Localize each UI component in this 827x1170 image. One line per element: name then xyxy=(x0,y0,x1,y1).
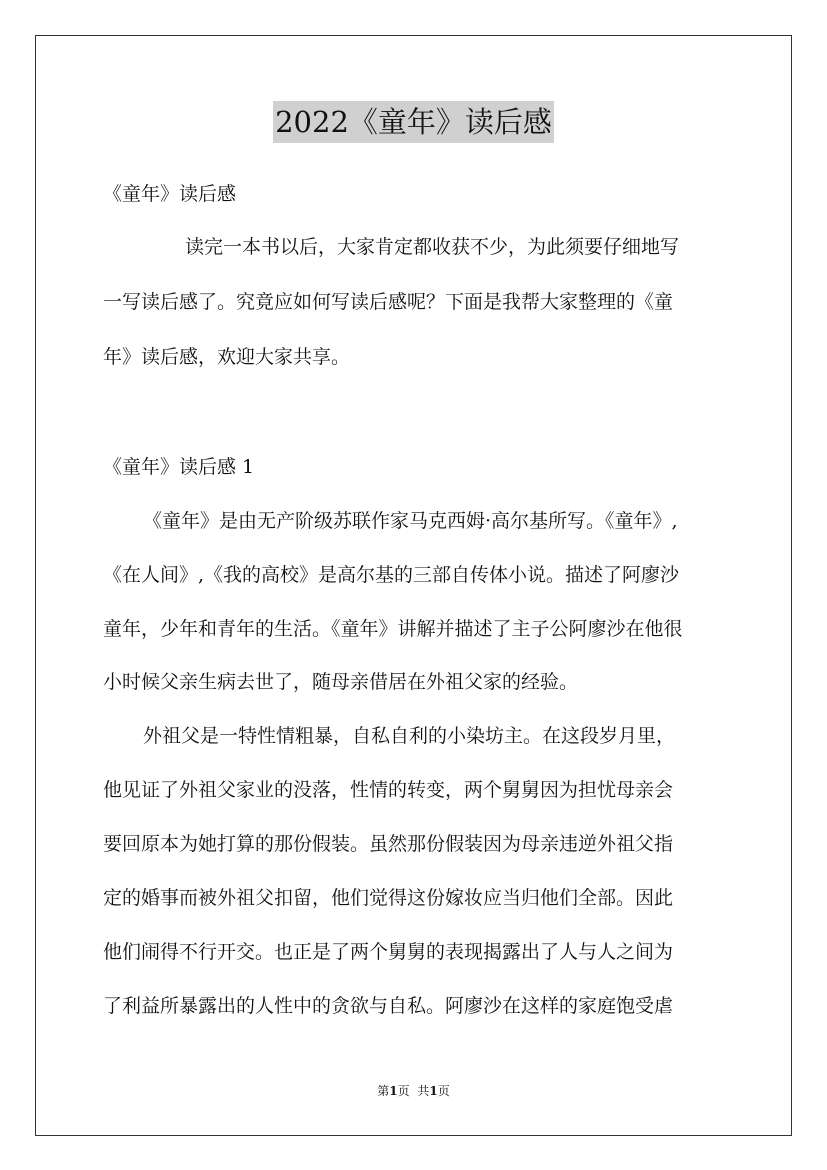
document-title: 2022《童年》读后感 xyxy=(273,101,554,143)
para2-line-5: 他们闹得不行开交。也正是了两个舅舅的表现揭露出了人与人之间为 xyxy=(103,941,674,963)
para2-line-6: 了利益所暴露出的人性中的贪欲与自私。阿廖沙在这样的家庭饱受虐 xyxy=(103,995,674,1017)
footer-total-prefix: 共 xyxy=(417,1084,430,1098)
intro-line-3: 年》读后感，欢迎大家共享。 xyxy=(103,346,351,368)
para2-line-3: 要回原本为她打算的那份假装。虽然那份假装因为母亲违逆外祖父指 xyxy=(103,833,674,855)
footer-page-suffix: 页 xyxy=(397,1084,410,1098)
section-heading: 《童年》读后感 1 xyxy=(103,456,255,478)
intro-line-1: 读完一本书以后，大家肯定都收获不少，为此须要仔细地写 xyxy=(185,236,680,258)
para1-line-2: 《在人间》,《我的高校》是高尔基的三部自传体小说。描述了阿廖沙 xyxy=(103,564,680,586)
title-container xyxy=(0,101,827,143)
footer-total-suffix: 页 xyxy=(437,1084,450,1098)
footer-prefix: 第 xyxy=(377,1084,390,1098)
para2-line-4: 定的婚事而被外祖父扣留，他们觉得这份嫁妆应当归他们全部。因此 xyxy=(103,887,674,909)
page-footer xyxy=(0,1083,827,1099)
intro-heading: 《童年》读后感 xyxy=(103,183,237,205)
footer-total-pages: 1 xyxy=(429,1084,438,1098)
para1-line-1: 《童年》是由无产阶级苏联作家马克西姆·高尔基所写。《童年》, xyxy=(143,510,678,532)
footer-page-number: 1 xyxy=(389,1084,398,1098)
para1-line-3: 童年，少年和青年的生活。《童年》讲解并描述了主子公阿廖沙在他很 xyxy=(103,618,683,640)
para2-line-2: 他见证了外祖父家业的没落，性情的转变，两个舅舅因为担忧母亲会 xyxy=(103,779,674,801)
para2-line-1: 外祖父是一特性情粗暴，自私自利的小染坊主。在这段岁月里， xyxy=(143,725,676,747)
intro-line-2: 一写读后感了。究竟应如何写读后感呢？下面是我帮大家整理的《童 xyxy=(103,291,674,313)
para1-line-4: 小时候父亲生病去世了，随母亲借居在外祖父家的经验。 xyxy=(103,671,579,693)
